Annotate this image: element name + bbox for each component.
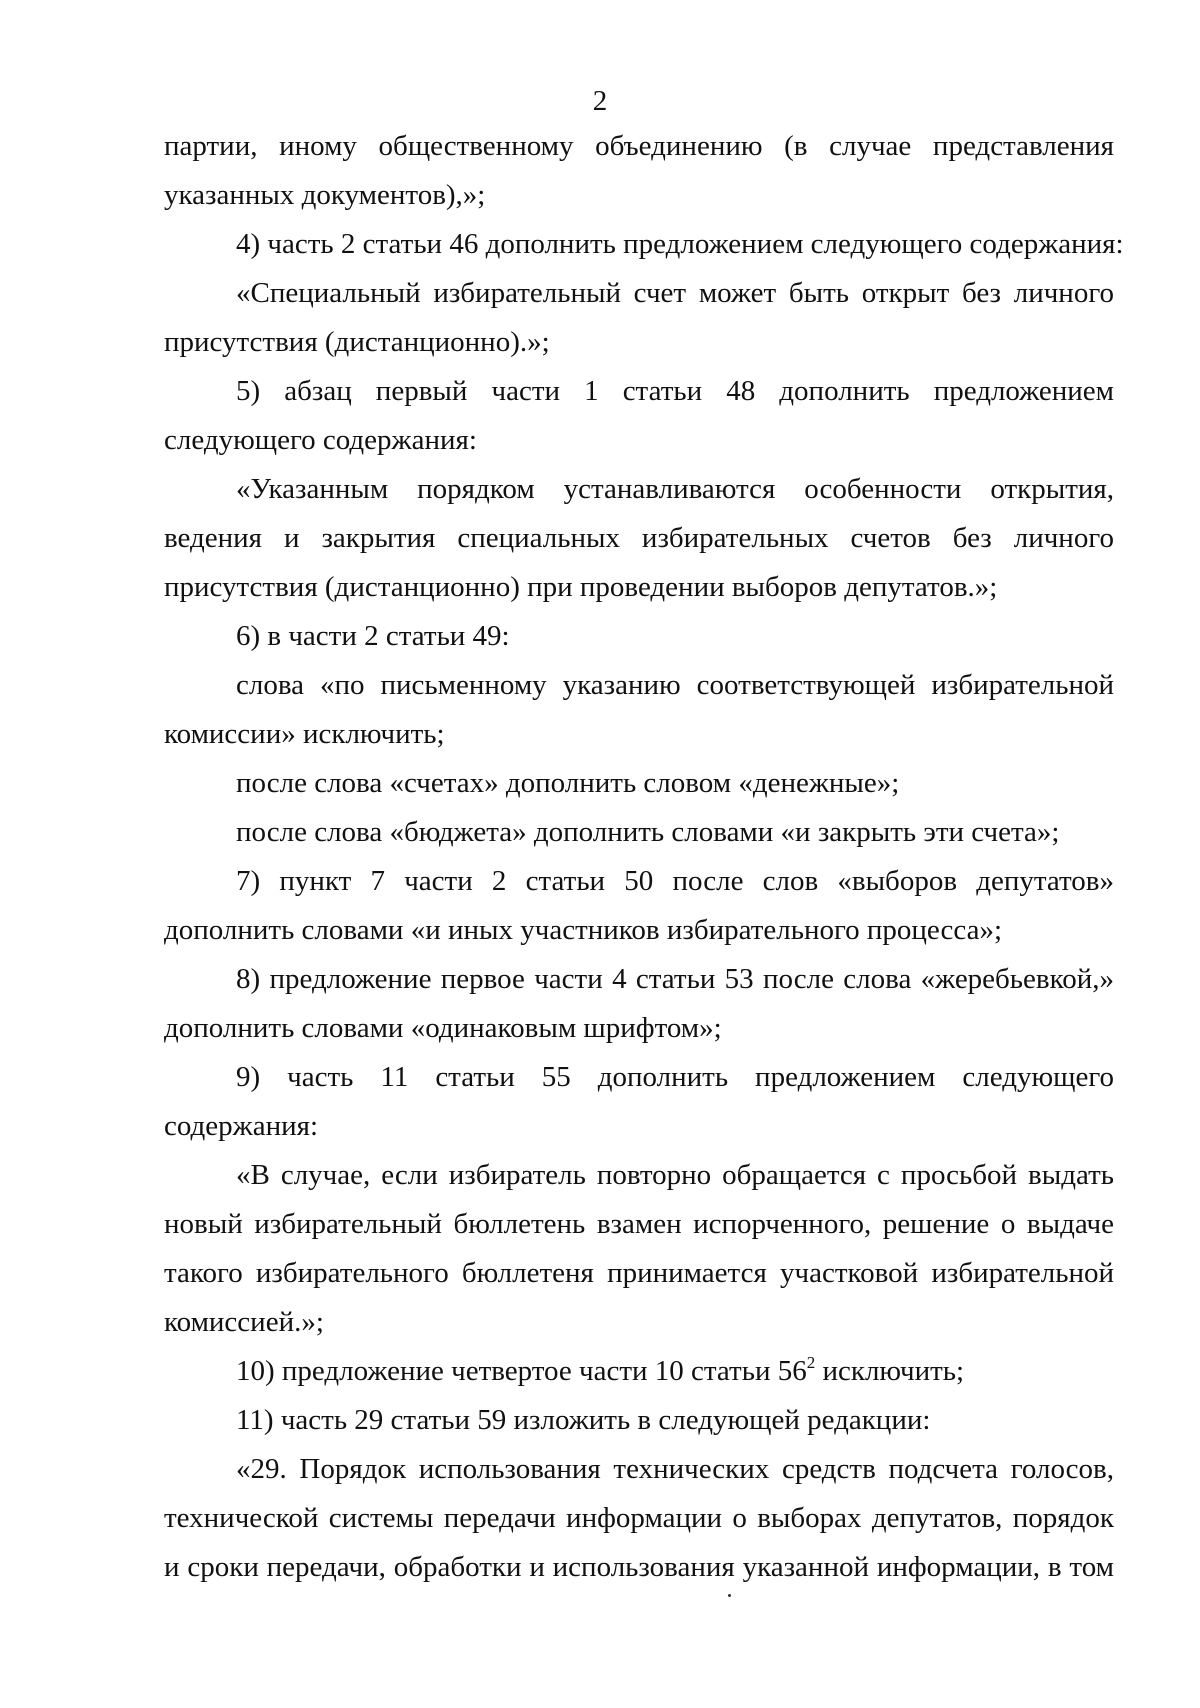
scan-speck: [728, 1594, 731, 1597]
text-line: партии, иному общественному объединению (в случае представления: [164, 130, 1114, 162]
text-line: ведения и закрытия специальных избирательных счетов без личного: [164, 522, 1114, 554]
superscript: 2: [806, 1353, 816, 1372]
text-line: 11) часть 29 статьи 59 изложить в следующей редакции:: [236, 1404, 931, 1436]
text-line: 6) в части 2 статьи 49:: [236, 620, 510, 652]
text-line: слова «по письменному указанию соответствующей избирательной: [236, 669, 1114, 701]
text-line: «Специальный избирательный счет может быть открыт без личного: [236, 277, 1114, 309]
text-line: дополнить словами «и иных участников избирательного процесса»;: [164, 914, 1003, 946]
text-line: после слова «бюджета» дополнить словами «и закрыть эти счета»;: [236, 816, 1060, 848]
page-number: 2: [592, 85, 608, 117]
text-line: присутствия (дистанционно) при проведении выборов депутатов.»;: [164, 571, 998, 603]
text-line: содержания:: [164, 1110, 319, 1142]
text-line: 5) абзац первый части 1 статьи 48 дополнить предложением: [236, 375, 1114, 407]
text-line: и сроки передачи, обработки и использования указанной информации, в том: [164, 1551, 1114, 1583]
text-line: 7) пункт 7 части 2 статьи 50 после слов «выборов депутатов»: [236, 865, 1114, 897]
text-line: такого избирательного бюллетеня принимается участковой избирательной: [164, 1257, 1114, 1289]
text-line: следующего содержания:: [164, 424, 477, 456]
text-line: «Указанным порядком устанавливаются особенности открытия,: [236, 473, 1114, 505]
text-line: новый избирательный бюллетень взамен испорченного, решение о выдаче: [164, 1208, 1114, 1240]
text-line-superscript: 10) предложение четвертое части 10 статьи $56^2$ исключить;: [236, 1353, 965, 1387]
text-line: присутствия (дистанционно).»;: [164, 326, 550, 358]
text-line: указанных документов),»;: [164, 179, 486, 211]
text-line: комиссии» исключить;: [164, 718, 445, 750]
text-line: 8) предложение первое части 4 статьи 53 после слова «жеребьевкой,»: [236, 963, 1114, 995]
text-line: 4) часть 2 статьи 46 дополнить предложением следующего содержания:: [236, 228, 1124, 260]
text-line: «29. Порядок использования технических средств подсчета голосов,: [236, 1453, 1114, 1485]
text-line: дополнить словами «одинаковым шрифтом»;: [164, 1012, 722, 1044]
text-line: «В случае, если избиратель повторно обращается с просьбой выдать: [236, 1159, 1114, 1191]
text-line: технической системы передачи информации о выборах депутатов, порядок: [164, 1502, 1114, 1534]
document-body: [164, 122, 1124, 1592]
text-line: после слова «счетах» дополнить словом «денежные»;: [236, 767, 900, 799]
text-line: комиссией.»;: [164, 1306, 324, 1338]
text-line: 9) часть 11 статьи 55 дополнить предложением следующего: [236, 1061, 1114, 1093]
